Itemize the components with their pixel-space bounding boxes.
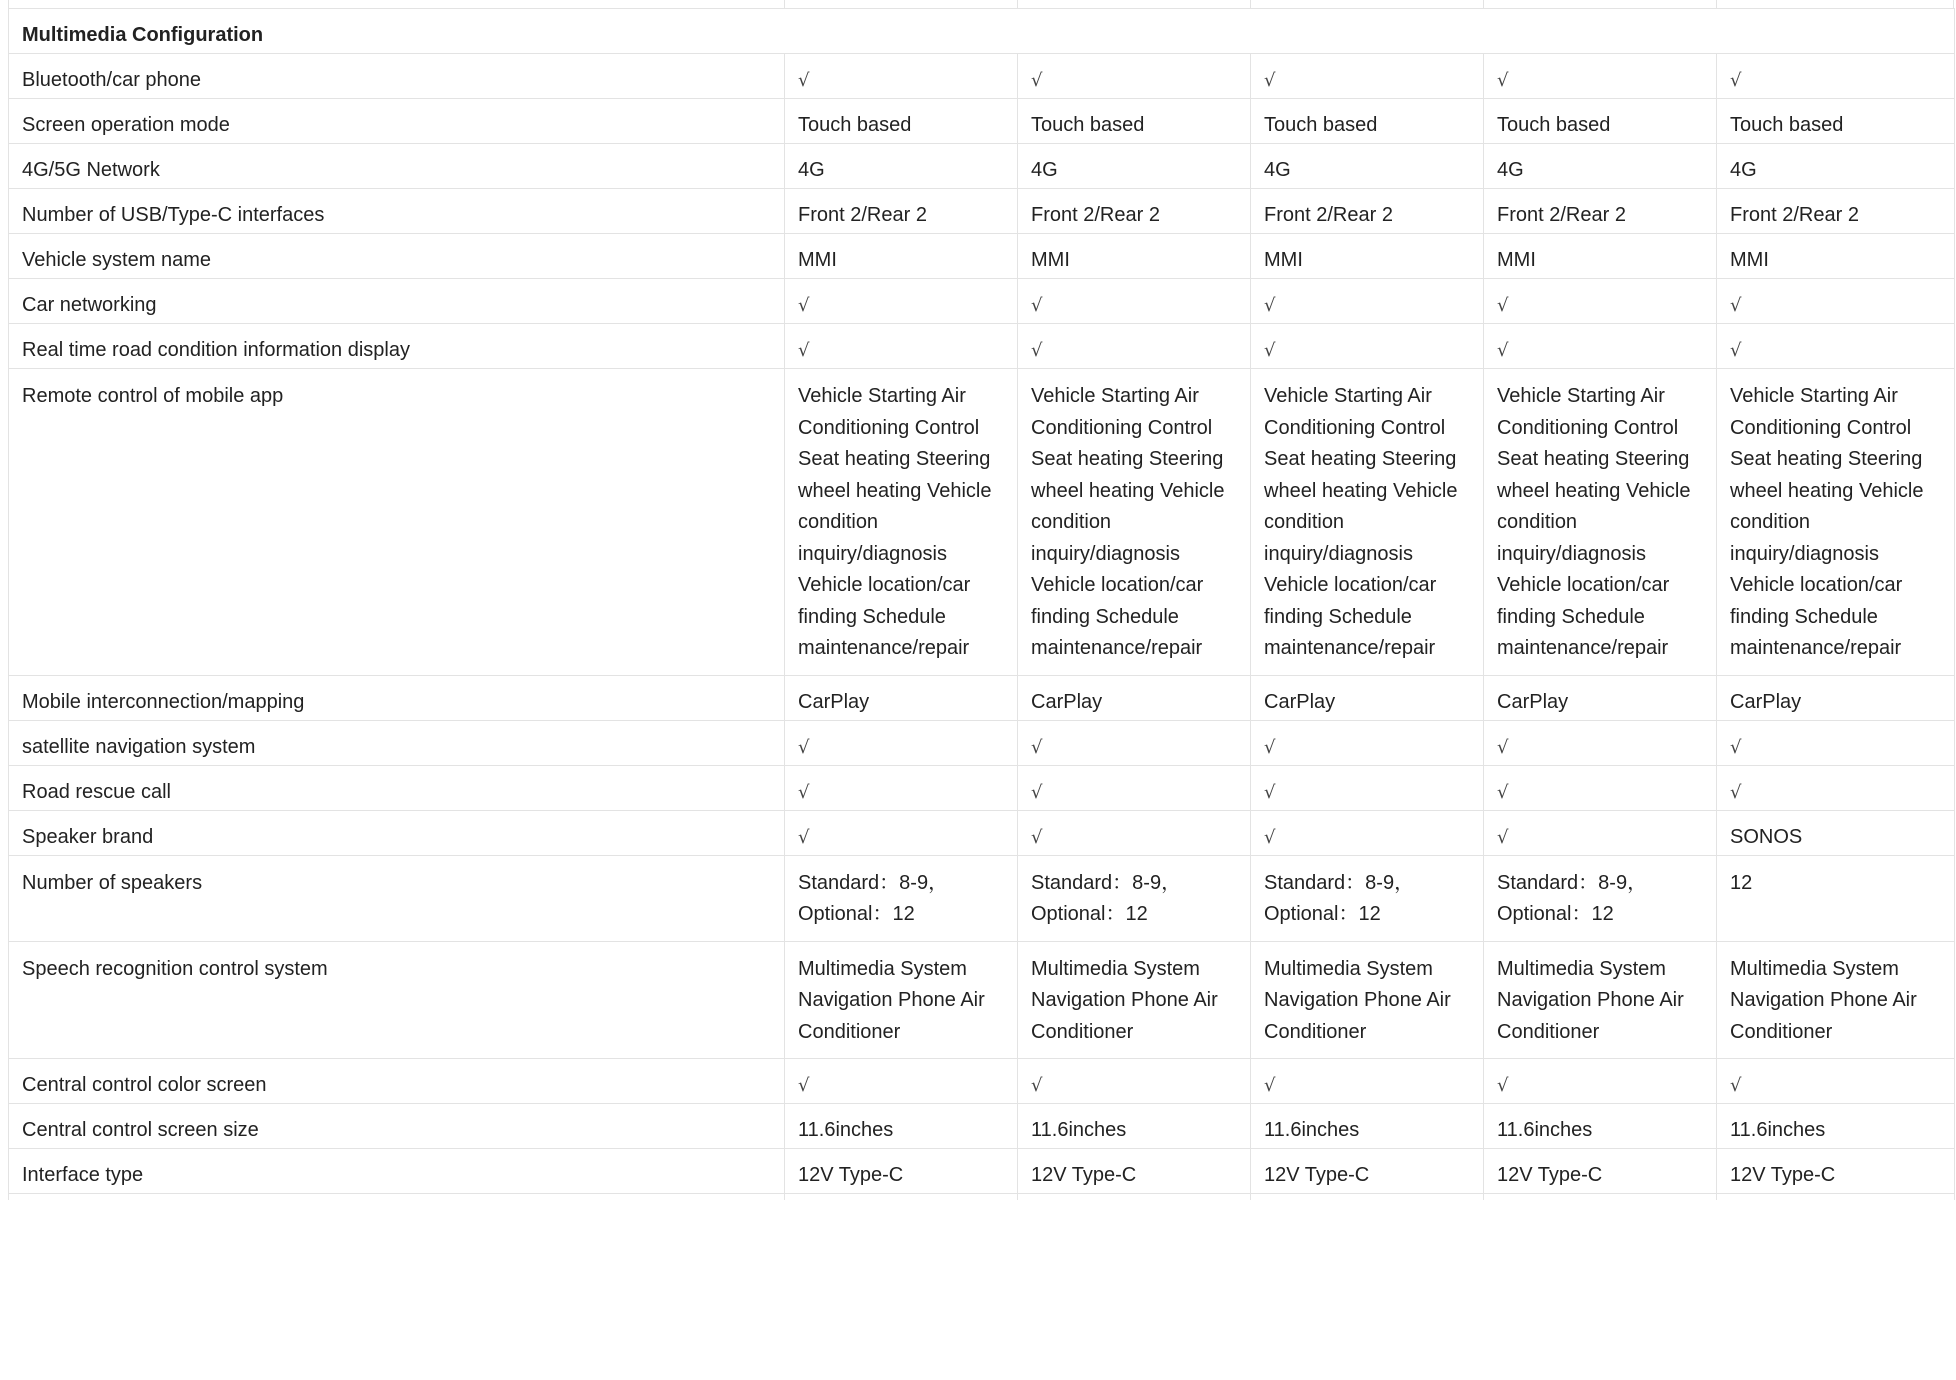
checkmark-cell [1018, 765, 1251, 810]
cell-text: Front 2/Rear 2 [1264, 204, 1393, 226]
checkmark-icon: √ [798, 736, 810, 758]
value-cell [1484, 855, 1717, 941]
cell-text: MMI [1497, 249, 1536, 271]
section-header-row [9, 9, 1955, 54]
checkmark-icon: √ [1497, 70, 1509, 91]
value-cell [785, 1104, 1018, 1149]
checkmark-cell [1717, 54, 1955, 99]
checkmark-icon: √ [1497, 340, 1509, 361]
value-cell [1251, 99, 1484, 144]
multimedia-configuration-table [8, 8, 1955, 1200]
table-row [9, 234, 1955, 279]
value-cell [1484, 234, 1717, 279]
row-label: Bluetooth/car phone [9, 54, 785, 99]
table-row [9, 941, 1955, 1059]
row-label: Mobile interconnection/mapping [9, 675, 785, 720]
checkmark-icon: √ [1264, 340, 1276, 361]
value-cell [1717, 189, 1955, 234]
value-cell [785, 941, 1018, 1059]
checkmark-cell [785, 54, 1018, 99]
cell-text: 12V Type-C [798, 1164, 904, 1186]
cell-text: Multimedia System Navigation Phone Air Conditioner [1730, 957, 1917, 1043]
cell-text: 12V Type-C [1264, 1164, 1370, 1186]
checkmark-cell [1251, 765, 1484, 810]
cell-text: Vehicle Starting Air Conditioning Control Seat heating Steering wheel heating Vehicle condition inquiry/diagnosis Vehicle location/car finding Schedule maintenance/repair [1730, 385, 1924, 659]
checkmark-icon: √ [1730, 340, 1742, 361]
checkmark-icon: √ [1031, 295, 1043, 316]
cell-text: 4G [798, 159, 825, 181]
checkmark-icon: √ [1264, 70, 1276, 91]
checkmark-icon: √ [1730, 1075, 1742, 1096]
checkmark-icon: √ [1730, 736, 1742, 758]
value-cell [785, 99, 1018, 144]
checkmark-icon: √ [1497, 826, 1509, 848]
table-row [9, 675, 1955, 720]
section-title: Multimedia Configuration [9, 9, 1955, 54]
value-cell [1717, 99, 1955, 144]
checkmark-icon: √ [1264, 295, 1276, 316]
cell-text: 12V Type-C [1031, 1164, 1137, 1186]
checkmark-cell [1717, 324, 1955, 369]
checkmark-cell [1018, 324, 1251, 369]
checkmark-cell [1251, 324, 1484, 369]
row-label: Number of speakers [9, 855, 785, 941]
value-cell [1018, 144, 1251, 189]
row-label: Central control color screen [9, 1059, 785, 1104]
checkmark-cell [1484, 1059, 1717, 1104]
checkmark-cell [1484, 765, 1717, 810]
value-cell [1717, 369, 1955, 676]
checkmark-cell [1484, 324, 1717, 369]
row-label: Vehicle system name [9, 234, 785, 279]
value-cell [1251, 1104, 1484, 1149]
checkmark-cell [785, 324, 1018, 369]
stub-cell [1717, 1194, 1955, 1201]
table-row [9, 1149, 1955, 1194]
row-label: Road rescue call [9, 765, 785, 810]
cell-text: 4G [1264, 159, 1291, 181]
bottom-stub-row [9, 1194, 1955, 1201]
table-row [9, 1059, 1955, 1104]
cell-text: MMI [1730, 249, 1769, 271]
cell-text: 12 [1730, 871, 1753, 894]
row-label: Remote control of mobile app [9, 369, 785, 676]
value-cell [1484, 189, 1717, 234]
checkmark-icon: √ [1031, 826, 1043, 848]
table-row [9, 1104, 1955, 1149]
checkmark-icon: √ [1264, 1075, 1276, 1096]
checkmark-cell [785, 765, 1018, 810]
value-cell [1018, 855, 1251, 941]
value-cell [1717, 234, 1955, 279]
checkmark-cell [1484, 810, 1717, 855]
cell-text: Multimedia System Navigation Phone Air Conditioner [1264, 957, 1451, 1043]
cell-text: CarPlay [1730, 690, 1802, 713]
cell-text: Multimedia System Navigation Phone Air Conditioner [1031, 957, 1218, 1043]
row-label: Interface type [9, 1149, 785, 1194]
checkmark-icon: √ [1730, 295, 1742, 316]
checkmark-cell [785, 279, 1018, 324]
checkmark-icon: √ [1031, 70, 1043, 91]
checkmark-cell [1018, 279, 1251, 324]
cell-text: Standard：8-9，Optional：12 [1497, 871, 1648, 925]
cell-text: 11.6inches [798, 1119, 894, 1141]
checkmark-icon: √ [1497, 1075, 1509, 1096]
stub-cell [1018, 1194, 1251, 1201]
cell-text: CarPlay [1264, 690, 1336, 713]
checkmark-icon: √ [798, 340, 810, 361]
checkmark-icon: √ [1497, 781, 1509, 803]
checkmark-icon: √ [798, 295, 810, 316]
checkmark-cell [1018, 720, 1251, 765]
checkmark-cell [1251, 279, 1484, 324]
value-cell [1018, 369, 1251, 676]
stub-cell [1484, 1194, 1717, 1201]
value-cell [1484, 99, 1717, 144]
cell-text: Vehicle Starting Air Conditioning Control Seat heating Steering wheel heating Vehicle condition inquiry/diagnosis Vehicle location/car finding Schedule maintenance/repair [1497, 385, 1691, 659]
cell-text: 11.6inches [1031, 1119, 1127, 1141]
cell-text: 11.6inches [1730, 1119, 1826, 1141]
checkmark-cell [785, 1059, 1018, 1104]
checkmark-icon: √ [798, 1075, 810, 1096]
value-cell [1018, 1149, 1251, 1194]
checkmark-icon: √ [1031, 1075, 1043, 1096]
stub-cell [9, 1194, 785, 1201]
checkmark-icon: √ [1031, 781, 1043, 803]
table-row [9, 99, 1955, 144]
row-label: Speaker brand [9, 810, 785, 855]
cell-text: Touch based [798, 114, 912, 136]
cell-text: Standard：8-9，Optional：12 [1031, 871, 1182, 925]
value-cell [785, 1149, 1018, 1194]
cell-text: MMI [1031, 249, 1070, 271]
value-cell [1018, 941, 1251, 1059]
table-row [9, 144, 1955, 189]
value-cell [1251, 189, 1484, 234]
table-row [9, 279, 1955, 324]
checkmark-cell [1251, 54, 1484, 99]
value-cell [785, 369, 1018, 676]
cell-text: MMI [798, 249, 837, 271]
checkmark-cell [1484, 720, 1717, 765]
checkmark-icon: √ [1264, 826, 1276, 848]
stub-cell [1251, 1194, 1484, 1201]
value-cell [1484, 1104, 1717, 1149]
checkmark-icon: √ [1730, 781, 1742, 803]
value-cell [785, 189, 1018, 234]
checkmark-icon: √ [1497, 295, 1509, 316]
checkmark-icon: √ [798, 781, 810, 803]
value-cell [1717, 941, 1955, 1059]
value-cell [1018, 1104, 1251, 1149]
checkmark-icon: √ [1264, 781, 1276, 803]
value-cell [1484, 1149, 1717, 1194]
cell-text: MMI [1264, 249, 1303, 271]
checkmark-cell [1717, 765, 1955, 810]
value-cell [1717, 1149, 1955, 1194]
checkmark-cell [1018, 54, 1251, 99]
cell-text: Vehicle Starting Air Conditioning Control Seat heating Steering wheel heating Vehicle condition inquiry/diagnosis Vehicle location/car finding Schedule maintenance/repair [1264, 385, 1458, 659]
cell-text: Vehicle Starting Air Conditioning Control Seat heating Steering wheel heating Vehicle condition inquiry/diagnosis Vehicle location/car finding Schedule maintenance/repair [798, 385, 992, 659]
value-cell [1251, 1149, 1484, 1194]
table-row [9, 720, 1955, 765]
row-label: Screen operation mode [9, 99, 785, 144]
cell-text: 12V Type-C [1730, 1164, 1836, 1186]
value-cell [1484, 369, 1717, 676]
value-cell [1018, 99, 1251, 144]
checkmark-cell [1484, 54, 1717, 99]
value-cell [785, 144, 1018, 189]
table-row [9, 765, 1955, 810]
stub-cell [785, 1194, 1018, 1201]
cell-text: Standard：8-9，Optional：12 [1264, 871, 1415, 925]
table-row [9, 369, 1955, 676]
checkmark-icon: √ [1264, 736, 1276, 758]
checkmark-cell [1018, 810, 1251, 855]
row-label: satellite navigation system [9, 720, 785, 765]
value-cell [1484, 144, 1717, 189]
checkmark-cell [1251, 720, 1484, 765]
cell-text: Multimedia System Navigation Phone Air Conditioner [798, 957, 985, 1043]
value-cell [1717, 1104, 1955, 1149]
cell-text: Touch based [1264, 114, 1378, 136]
checkmark-cell [1251, 810, 1484, 855]
table-row [9, 855, 1955, 941]
cell-text: SONOS [1730, 825, 1803, 848]
value-cell [1717, 144, 1955, 189]
cell-text: CarPlay [1497, 690, 1569, 713]
row-label: Number of USB/Type-C interfaces [9, 189, 785, 234]
cell-text: Front 2/Rear 2 [1730, 204, 1859, 226]
value-cell [785, 855, 1018, 941]
cell-text: 11.6inches [1264, 1119, 1360, 1141]
table-row [9, 810, 1955, 855]
checkmark-cell [1717, 720, 1955, 765]
checkmark-cell [1717, 1059, 1955, 1104]
value-cell [1717, 810, 1955, 855]
value-cell [785, 234, 1018, 279]
cell-text: Touch based [1497, 114, 1611, 136]
row-label: 4G/5G Network [9, 144, 785, 189]
value-cell [1251, 144, 1484, 189]
checkmark-cell [1251, 1059, 1484, 1104]
value-cell [1251, 855, 1484, 941]
value-cell [1717, 855, 1955, 941]
checkmark-icon: √ [1031, 736, 1043, 758]
checkmark-cell [785, 720, 1018, 765]
value-cell [1251, 675, 1484, 720]
cell-text: 11.6inches [1497, 1119, 1593, 1141]
checkmark-cell [1484, 279, 1717, 324]
cell-text: Vehicle Starting Air Conditioning Control Seat heating Steering wheel heating Vehicle condition inquiry/diagnosis Vehicle location/car finding Schedule maintenance/repair [1031, 385, 1225, 659]
value-cell [785, 675, 1018, 720]
table-row [9, 189, 1955, 234]
checkmark-icon: √ [1497, 736, 1509, 758]
cell-text: Touch based [1730, 114, 1844, 136]
cell-text: Multimedia System Navigation Phone Air Conditioner [1497, 957, 1684, 1043]
cell-text: Touch based [1031, 114, 1145, 136]
checkmark-icon: √ [798, 826, 810, 848]
cell-text: 12V Type-C [1497, 1164, 1603, 1186]
row-label: Speech recognition control system [9, 941, 785, 1059]
cell-text: 4G [1730, 159, 1757, 181]
value-cell [1018, 234, 1251, 279]
checkmark-cell [1717, 279, 1955, 324]
value-cell [1251, 234, 1484, 279]
value-cell [1484, 941, 1717, 1059]
table-row [9, 324, 1955, 369]
cell-text: Front 2/Rear 2 [798, 204, 927, 226]
table-row [9, 54, 1955, 99]
cell-text: 4G [1497, 159, 1524, 181]
cell-text: Front 2/Rear 2 [1497, 204, 1626, 226]
row-label: Real time road condition information display [9, 324, 785, 369]
row-label: Central control screen size [9, 1104, 785, 1149]
value-cell [1717, 675, 1955, 720]
checkmark-cell [785, 810, 1018, 855]
value-cell [1251, 369, 1484, 676]
cell-text: CarPlay [798, 690, 870, 713]
checkmark-icon: √ [1730, 70, 1742, 91]
value-cell [1018, 189, 1251, 234]
row-label: Car networking [9, 279, 785, 324]
cell-text: Front 2/Rear 2 [1031, 204, 1160, 226]
value-cell [1251, 941, 1484, 1059]
cell-text: CarPlay [1031, 690, 1103, 713]
cell-text: 4G [1031, 159, 1058, 181]
cell-text: Standard：8-9，Optional：12 [798, 871, 949, 925]
value-cell [1018, 675, 1251, 720]
checkmark-cell [1018, 1059, 1251, 1104]
checkmark-icon: √ [1031, 340, 1043, 361]
checkmark-icon: √ [798, 70, 810, 91]
value-cell [1484, 675, 1717, 720]
